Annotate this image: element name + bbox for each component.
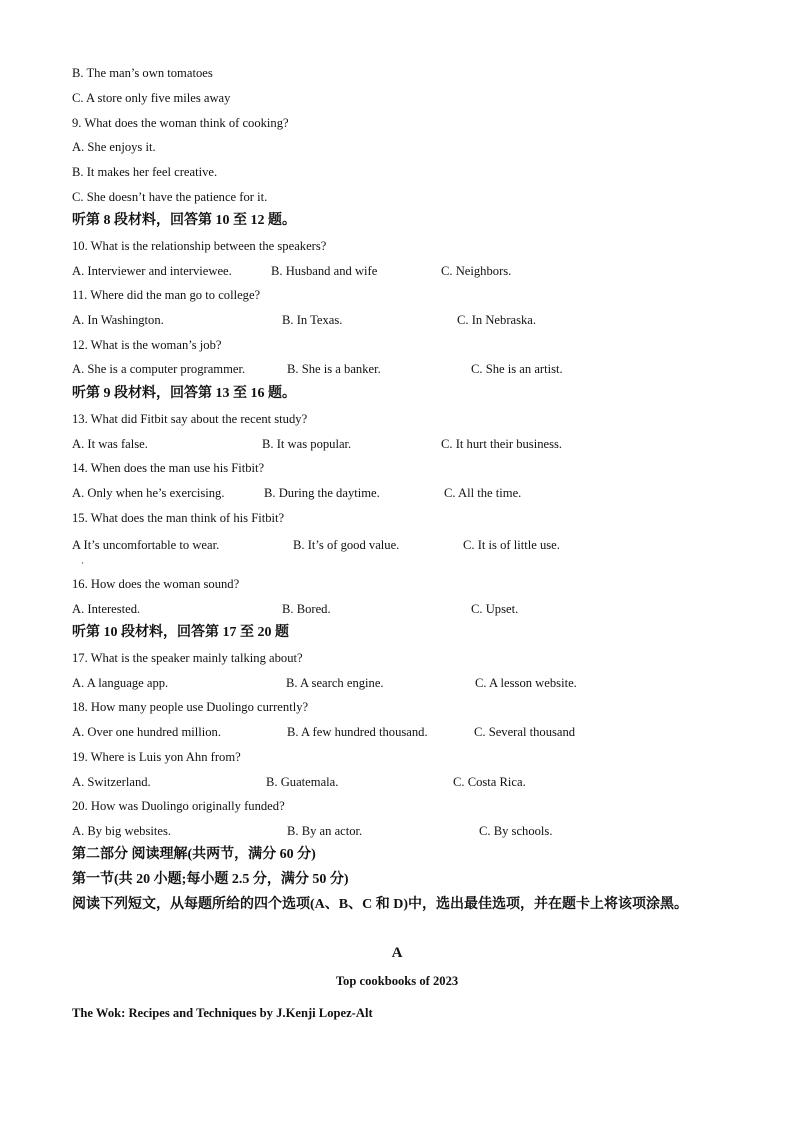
section9-header: 听第 9 段材料，回答第 13 至 16 题。 — [72, 386, 296, 401]
q20-option-c: C. By schools. — [479, 824, 553, 838]
q15-option-c: C. It is of little use. — [463, 538, 560, 552]
section10-header: 听第 10 段材料，回答第 17 至 20 题 — [72, 625, 289, 640]
q9-option-c: C. She doesn’t have the patience for it. — [72, 190, 268, 204]
part2-header: 第二部分 阅读理解(共两节，满分 60 分) — [72, 847, 316, 862]
q8-option-b: B. The man’s own tomatoes — [72, 66, 213, 80]
q17-question: 17. What is the speaker mainly talking about? — [72, 651, 303, 665]
q14-option-a: A. Only when he’s exercising. — [72, 486, 225, 500]
q16-option-b: B. Bored. — [282, 602, 331, 616]
q12-option-c: C. She is an artist. — [471, 362, 563, 376]
q11-option-a: A. In Washington. — [72, 313, 164, 327]
q18-option-a: A. Over one hundred million. — [72, 725, 221, 739]
q16-option-a: A. Interested. — [72, 602, 141, 616]
q10-option-b: B. Husband and wife — [271, 264, 378, 278]
section1-header: 第一节(共 20 小题;每小题 2.5 分，满分 50 分) — [72, 872, 349, 887]
q10-option-c: C. Neighbors. — [441, 264, 512, 278]
q20-option-a: A. By big websites. — [72, 824, 171, 838]
q15-question: 15. What does the man think of his Fitbit? — [72, 511, 285, 525]
stray-dot-mark: · — [81, 558, 84, 568]
q16-option-c: C. Upset. — [471, 602, 519, 616]
q15-option-a: A It’s uncomfortable to wear. — [72, 538, 220, 552]
reading-instructions: 阅读下列短文，从每题所给的四个选项(A、B、C 和 D)中，选出最佳选项，并在题卡上将该项涂黑。 — [72, 897, 688, 912]
q13-question: 13. What did Fitbit say about the recent study? — [72, 412, 308, 426]
q10-question: 10. What is the relationship between the speakers? — [72, 239, 327, 253]
q13-option-c: C. It hurt their business. — [441, 437, 563, 451]
q9-question: 9. What does the woman think of cooking? — [72, 116, 289, 130]
q17-option-b: B. A search engine. — [286, 676, 384, 690]
q14-option-b: B. During the daytime. — [264, 486, 380, 500]
book1-title: The Wok: Recipes and Techniques by J.Kenji Lopez-Alt — [72, 1006, 373, 1020]
q13-option-a: A. It was false. — [72, 437, 148, 451]
q8-option-c: C. A store only five miles away — [72, 91, 231, 105]
q17-option-c: C. A lesson website. — [475, 676, 577, 690]
q18-option-c: C. Several thousand — [474, 725, 576, 739]
q19-question: 19. Where is Luis yon Ahn from? — [72, 750, 241, 764]
q12-option-b: B. She is a banker. — [287, 362, 381, 376]
q10-option-a: A. Interviewer and interviewee. — [72, 264, 232, 278]
q18-question: 18. How many people use Duolingo currently? — [72, 700, 309, 714]
section8-header: 听第 8 段材料，回答第 10 至 12 题。 — [72, 213, 296, 228]
q11-option-c: C. In Nebraska. — [457, 313, 537, 327]
q17-option-a: A. A language app. — [72, 676, 169, 690]
q19-option-c: C. Costa Rica. — [453, 775, 526, 789]
q14-question: 14. When does the man use his Fitbit? — [72, 461, 265, 475]
q9-option-a: A. She enjoys it. — [72, 140, 156, 154]
q16-question: 16. How does the woman sound? — [72, 577, 240, 591]
q19-option-a: A. Switzerland. — [72, 775, 151, 789]
q11-option-b: B. In Texas. — [282, 313, 343, 327]
q19-option-b: B. Guatemala. — [266, 775, 339, 789]
q12-option-a: A. She is a computer programmer. — [72, 362, 246, 376]
q9-option-b: B. It makes her feel creative. — [72, 165, 218, 179]
q18-option-b: B. A few hundred thousand. — [287, 725, 428, 739]
passage-title: Top cookbooks of 2023 — [335, 974, 459, 988]
q13-option-b: B. It was popular. — [262, 437, 352, 451]
q12-question: 12. What is the woman’s job? — [72, 338, 222, 352]
q20-question: 20. How was Duolingo originally funded? — [72, 799, 285, 813]
passage-label: A — [391, 945, 403, 961]
q20-option-b: B. By an actor. — [287, 824, 363, 838]
q11-question: 11. Where did the man go to college? — [72, 288, 261, 302]
q14-option-c: C. All the time. — [444, 486, 522, 500]
q15-option-b: B. It’s of good value. — [293, 538, 400, 552]
